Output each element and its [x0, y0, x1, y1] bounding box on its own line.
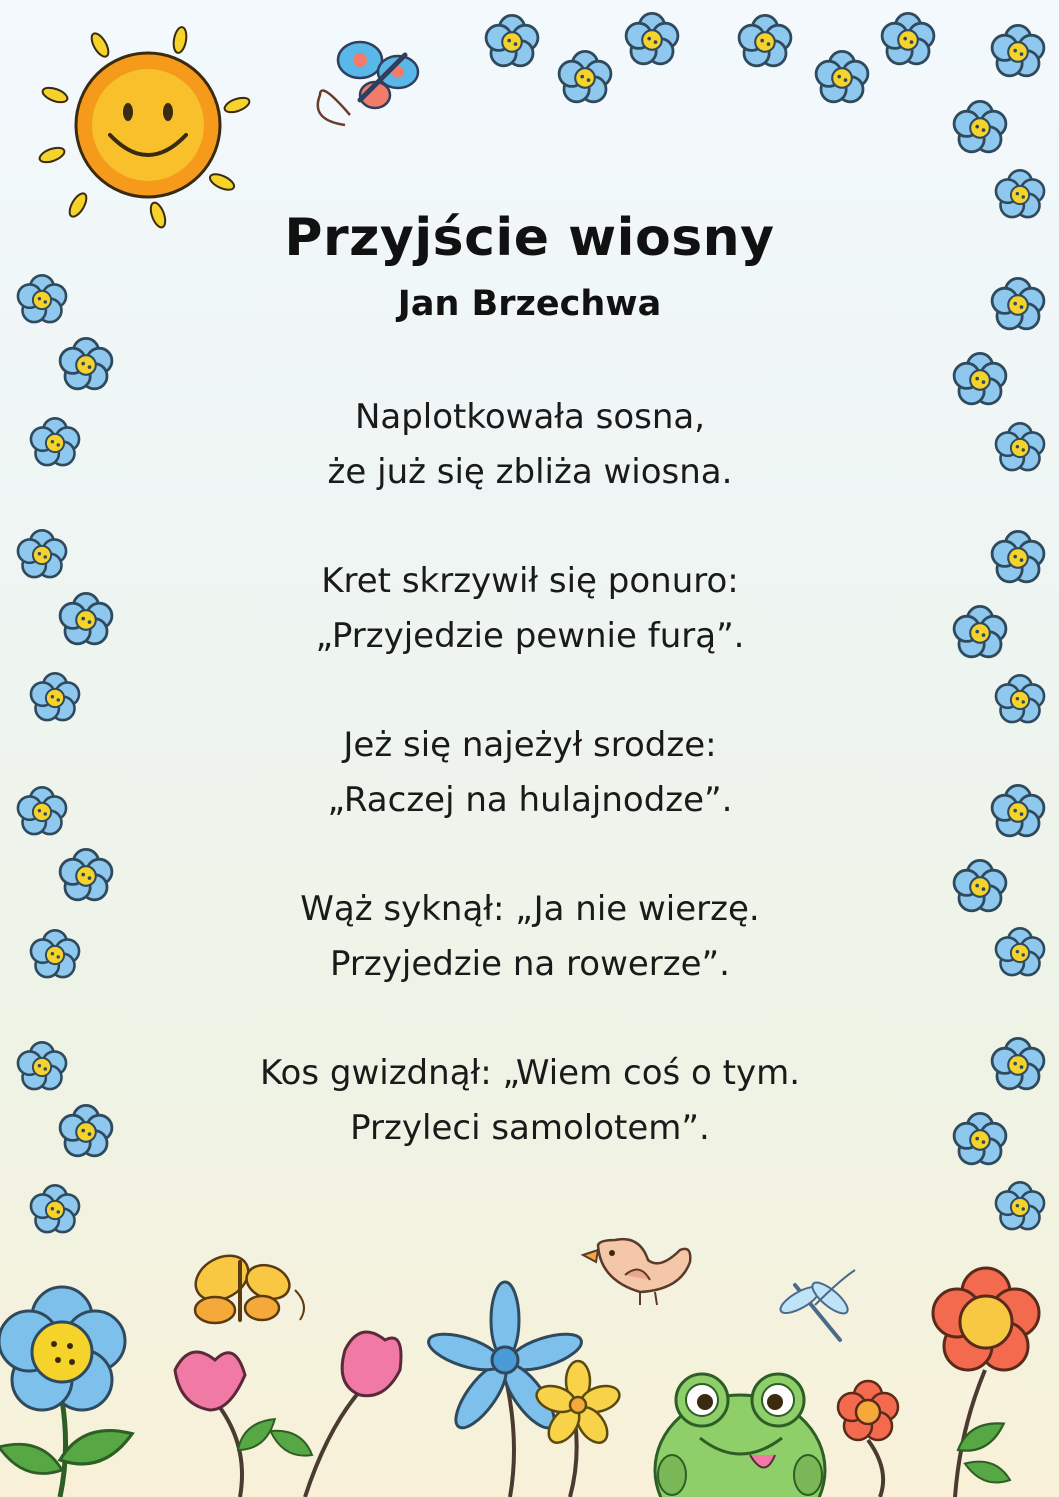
stanza	[160, 554, 900, 664]
frog-icon	[655, 1374, 825, 1497]
pink-flower-icon	[175, 1332, 401, 1497]
poem-line: Jeż się najeżył srodze:	[343, 725, 717, 765]
poem-line: Kret skrzywił się ponuro:	[321, 561, 739, 601]
poem-line: Kos gwizdnął: „Wiem coś o tym.	[259, 1053, 801, 1093]
blue-flower-icon	[0, 1287, 137, 1497]
poem-author: Jan Brzechwa	[397, 284, 662, 324]
blue-butterfly-icon	[318, 42, 418, 125]
poem-line: „Przyjedzie pewnie furą”.	[315, 616, 745, 656]
stanza	[160, 882, 900, 992]
red-flower-icon	[838, 1268, 1039, 1497]
poem-line: Naplotkowała sosna,	[354, 397, 706, 437]
stanza	[160, 1046, 900, 1156]
poem-line: Przyjedzie na rowerze”.	[330, 944, 730, 984]
smiling-sun-icon	[38, 26, 252, 229]
poem-line: Wąż syknął: „Ja nie wierzę.	[300, 889, 760, 929]
poem-body	[160, 390, 900, 1210]
stanza	[160, 390, 900, 500]
dragonfly-icon	[777, 1270, 855, 1340]
poem-title: Przyjście wiosny	[284, 208, 775, 268]
bird-icon	[583, 1239, 690, 1305]
yellow-butterfly-icon	[188, 1247, 304, 1323]
stanza	[160, 718, 900, 828]
poem-line: „Raczej na hulajnodze”.	[327, 780, 733, 820]
poem-line: Przyleci samolotem”.	[350, 1108, 710, 1148]
poem-line: że już się zbliża wiosna.	[327, 452, 733, 492]
